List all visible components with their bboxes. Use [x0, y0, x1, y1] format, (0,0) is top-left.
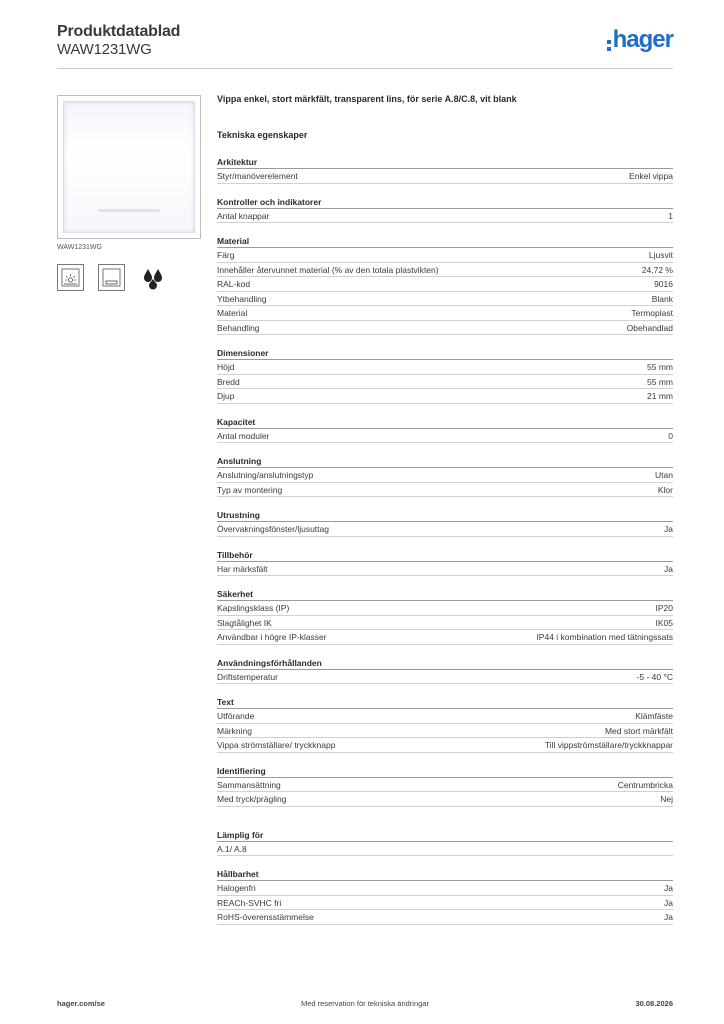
spec-row — [217, 842, 673, 857]
spec-label: Bredd — [217, 376, 240, 387]
spec-value: 55 mm — [647, 362, 673, 372]
spec-section — [217, 549, 673, 577]
spec-row — [217, 277, 673, 292]
document-title: Produktdatablad — [57, 23, 181, 40]
tech-heading: Tekniska egenskaper — [217, 130, 308, 140]
spec-section — [217, 156, 673, 184]
spec-row — [217, 738, 673, 753]
spec-value: Ja — [664, 883, 673, 893]
section-title: Hållbarhet — [217, 868, 673, 881]
spec-value: -5 - 40 °C — [636, 671, 673, 682]
spec-label: Driftstemperatur — [217, 671, 278, 682]
spec-label: Övervakningsfönster/ljusuttag — [217, 524, 329, 534]
spec-section — [217, 657, 673, 685]
spec-label: Styr/manöverelement — [217, 171, 298, 181]
spec-row — [217, 709, 673, 724]
spec-section — [217, 509, 673, 537]
spec-row — [217, 601, 673, 616]
spec-row — [217, 562, 673, 577]
spec-row — [217, 209, 673, 224]
spec-value: Termoplast — [631, 308, 673, 318]
spec-value: 9016 — [654, 279, 673, 289]
spec-section — [217, 765, 673, 807]
spec-label: Antal knappar — [217, 210, 270, 221]
spec-label: Anslutning/anslutningstyp — [217, 470, 314, 480]
spec-section — [217, 588, 673, 645]
spec-value: 21 mm — [647, 391, 673, 401]
spec-row — [217, 429, 673, 444]
product-code: WAW1231WG — [57, 41, 152, 58]
section-title: Arkitektur — [217, 156, 673, 169]
water-drops-icon — [139, 264, 166, 291]
section-title: Kontroller och indikatorer — [217, 196, 673, 209]
section-title: Anslutning — [217, 455, 673, 468]
hager-logo — [607, 27, 673, 53]
spec-row — [217, 263, 673, 278]
spec-value: Obehandlad — [626, 322, 673, 333]
spec-row — [217, 292, 673, 307]
spec-label: Innehåller återvunnet material (% av den totala plastvikten) — [217, 264, 439, 275]
section-title: Dimensioner — [217, 347, 673, 360]
spec-label: Vippa strömställare/ tryckknapp — [217, 740, 336, 750]
spec-label: Typ av montering — [217, 484, 283, 495]
section-title: Användningsförhållanden — [217, 657, 673, 670]
product-image — [57, 95, 201, 239]
spec-label: Material — [217, 308, 248, 318]
spec-label: Djup — [217, 391, 235, 401]
spec-row — [217, 321, 673, 336]
spec-row — [217, 169, 673, 184]
spec-value: Ja — [664, 524, 673, 534]
spec-row — [217, 616, 673, 631]
footer-date: 30.08.2026 — [635, 999, 673, 1008]
section-title: Utrustning — [217, 509, 673, 522]
spec-row — [217, 375, 673, 390]
spec-section — [217, 235, 673, 335]
spec-value: IP20 — [655, 603, 673, 613]
spec-label: Användbar i högre IP-klasser — [217, 632, 327, 642]
spec-label: Höjd — [217, 362, 235, 372]
section-title: Identifiering — [217, 765, 673, 778]
spec-value: Blank — [651, 293, 673, 304]
image-caption: WAW1231WG — [57, 244, 102, 251]
logo-text: hager — [612, 26, 673, 53]
spec-row — [217, 792, 673, 807]
spec-value: Nej — [660, 794, 673, 804]
spec-value: 55 mm — [647, 376, 673, 387]
product-description: Vippa enkel, stort märkfält, transparent lins, för serie A.8/C.8, vit blank — [217, 94, 517, 104]
spec-value: Klor — [657, 484, 673, 495]
rocker-switch-plate — [63, 101, 195, 233]
spec-value: 24,72 % — [641, 264, 673, 275]
spec-row — [217, 724, 673, 739]
spec-label: Behandling — [217, 322, 260, 333]
page-header — [57, 21, 673, 69]
spec-content — [217, 94, 673, 925]
section-title: Text — [217, 696, 673, 709]
spec-value: Klämfäste — [635, 711, 673, 721]
spec-label: Med tryck/prägling — [217, 794, 287, 804]
spec-value: 1 — [668, 210, 673, 221]
spec-row — [217, 896, 673, 911]
spec-row — [217, 778, 673, 793]
footer-website: hager.com/se — [57, 999, 105, 1008]
spec-section — [217, 455, 673, 497]
spec-label: Märkning — [217, 725, 252, 736]
spec-row — [217, 630, 673, 645]
section-title: Tillbehör — [217, 549, 673, 562]
spec-value: IK05 — [655, 617, 673, 628]
spec-row — [217, 248, 673, 263]
label-field-icon — [98, 264, 125, 291]
spec-row — [217, 468, 673, 483]
spec-label: Färg — [217, 250, 235, 260]
led-indicator-icon — [57, 264, 84, 291]
spec-section — [217, 829, 673, 857]
spec-section — [217, 196, 673, 224]
spec-value: Centrumbricka — [617, 779, 673, 790]
spec-label: Utförande — [217, 711, 255, 721]
spec-value: Ja — [664, 563, 673, 574]
section-title: Kapacitet — [217, 416, 673, 429]
spec-value: Till vippströmställare/tryckknappar — [544, 740, 673, 750]
feature-icons — [57, 264, 166, 291]
spec-section — [217, 696, 673, 753]
section-title: Säkerhet — [217, 588, 673, 601]
spec-label: A.1/ A.8 — [217, 843, 247, 854]
spec-value: Ja — [664, 912, 673, 922]
spec-row — [217, 306, 673, 321]
spec-row — [217, 522, 673, 537]
spec-section — [217, 416, 673, 444]
spec-row — [217, 881, 673, 896]
spec-value: Ljusvit — [648, 250, 673, 260]
spec-value: Utan — [655, 470, 673, 480]
spec-row — [217, 483, 673, 498]
section-title: Lämplig för — [217, 829, 673, 842]
spec-label: Slagtålighet IK — [217, 617, 272, 628]
spec-value: Med stort märkfält — [604, 725, 673, 736]
spec-label: Antal moduler — [217, 430, 270, 441]
spec-value: IP44 i kombination med tätningssats — [536, 632, 673, 642]
spec-label: RAL-kod — [217, 279, 251, 289]
spec-label: Kapslingsklass (IP) — [217, 603, 290, 613]
spec-section — [217, 347, 673, 404]
spec-row — [217, 910, 673, 925]
spec-label: RoHS-överensstämmelse — [217, 912, 314, 922]
page-footer — [57, 999, 673, 1011]
spec-row — [217, 360, 673, 375]
logo-dots-icon — [607, 40, 612, 51]
spec-sections — [217, 156, 673, 925]
spec-label: Har märksfält — [217, 563, 268, 574]
spec-row — [217, 670, 673, 685]
spec-label: REACh-SVHC fri — [217, 897, 282, 908]
footer-disclaimer: Med reservation för tekniska ändringar — [301, 999, 429, 1008]
spec-section — [217, 868, 673, 925]
spec-label: Sammansättning — [217, 779, 281, 790]
spec-value: 0 — [668, 430, 673, 441]
spec-value: Ja — [664, 897, 673, 908]
spec-label: Halogenfri — [217, 883, 256, 893]
section-title: Material — [217, 235, 673, 248]
spec-value: Enkel vippa — [629, 171, 673, 181]
spec-label: Ytbehandling — [217, 293, 267, 304]
spec-row — [217, 389, 673, 404]
